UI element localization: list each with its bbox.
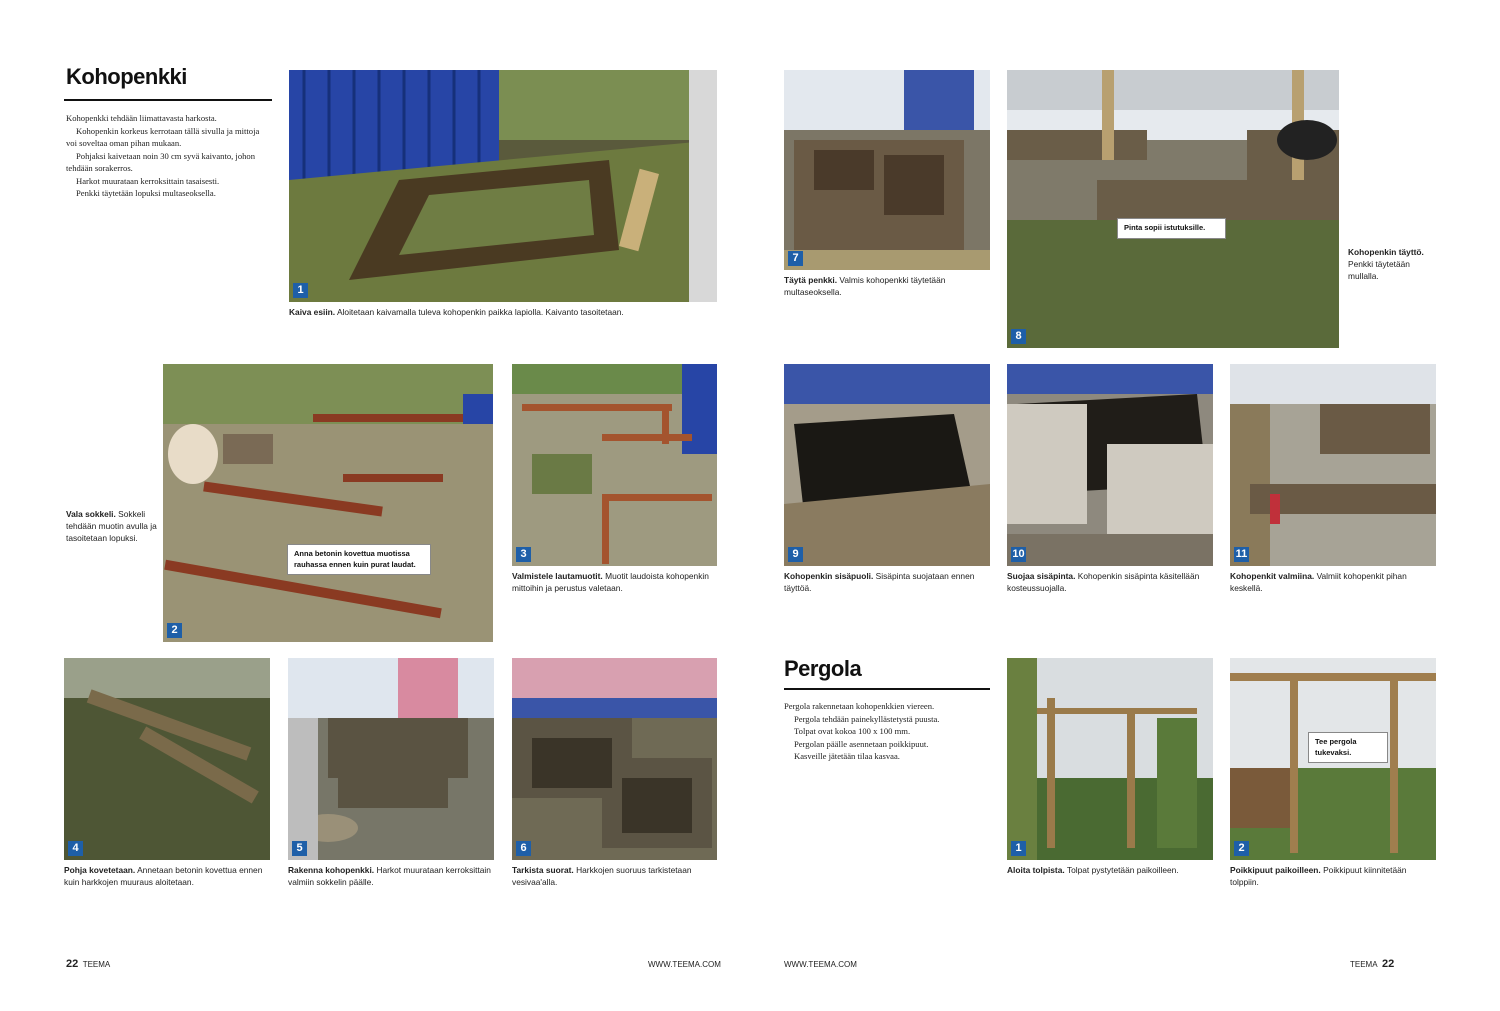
caption-11: Kohopenkit valmiina. Valmiit kohopenkit pihan keskellä.: [1230, 571, 1407, 593]
intro-paragraph: Kohopenkki tehdään liimattavasta harkosta.: [66, 113, 217, 123]
intro-paragraph: Pohjaksi kaivetaan noin 30 cm syvä kaivanto, johon tehdään sorakerros.: [66, 150, 256, 173]
section-title-pergola: Pergola: [784, 656, 862, 681]
caption-9: Kohopenkin sisäpuoli. Sisäpinta suojataan ennen täyttöä.: [784, 571, 975, 593]
photo-foundation-forms: [512, 364, 717, 566]
footer-right: TEEMA 22: [1350, 958, 1395, 970]
page-title-kohopenkki: Kohopenkki: [66, 64, 187, 89]
photo-bed-edges: [1007, 70, 1339, 348]
footer-left-url: WWW.TEEMA.COM: [648, 960, 721, 969]
photo-number-badge: 7: [788, 251, 803, 266]
photo-number-badge: 11: [1235, 548, 1248, 560]
caption-pergola-1: Aloita tolpista. Tolpat pystytetään paikoilleen.: [1007, 865, 1179, 875]
callout-bed-edges: Pinta sopii istutuksille.: [1117, 218, 1226, 239]
caption-1: Kaiva esiin. Aloitetaan kaivamalla tuleva kohopenkin paikka lapiolla. Kaivanto tasoitetaan.: [289, 307, 624, 317]
title-rule: [784, 688, 990, 690]
intro-paragraph: Tolpat ovat kokoa 100 x 100 mm.: [794, 726, 911, 736]
photo-number-badge: 2: [1234, 841, 1249, 856]
intro-paragraph: Kohopenkin korkeus kerrotaan tällä sivulla ja mittoja voi soveltaa oman pihan mukaan.: [66, 125, 260, 148]
photo-pergola-posts: [1007, 658, 1213, 860]
pergola-intro-text: [784, 700, 984, 763]
footer-left: 22 TEEMA: [66, 958, 111, 970]
caption-10: Suojaa sisäpinta. Kohopenkin sisäpinta käsitellään kosteussuojalla.: [1007, 571, 1200, 593]
caption-3: Valmistele lautamuotit. Muotit laudoista kohopenkin mittoihin ja perustus valetaan.: [512, 571, 709, 593]
photo-bed-inside: [784, 364, 990, 566]
intro-paragraph: Pergola tehdään painekyllästetystä puusta.: [794, 713, 940, 724]
photo-number-badge: 1: [293, 283, 308, 298]
photo-curing: [64, 658, 270, 860]
photo-pergola-beams: [1230, 658, 1436, 860]
caption-7: Täytä penkki. Valmis kohopenkki täytetään multaseoksella.: [784, 275, 946, 297]
intro-paragraph: Penkki täytetään lopuksi multaseoksella.: [76, 188, 216, 198]
photo-number-badge: 8: [1011, 329, 1026, 344]
callout-pergola: Tee pergola tukevaksi.: [1308, 732, 1388, 763]
photo-number-badge: 10: [1012, 548, 1025, 560]
intro-text: [66, 112, 266, 200]
intro-paragraph: Pergolan päälle asennetaan poikkipuut.: [794, 738, 929, 749]
photo-number-badge: 3: [516, 547, 531, 562]
photo-building-walls: [288, 658, 494, 860]
callout-formwork: Anna betonin kovettua muotissa rauhassa ennen kuin purat laudat.: [287, 544, 431, 575]
photo-finished-beds: [1230, 364, 1436, 566]
intro-paragraph: Harkot muurataan kerroksittain tasaisesti.: [76, 175, 220, 186]
side-note-left: Vala sokkeli. Sokkeli tehdään muotin avulla ja tasoitetaan lopuksi.: [66, 509, 157, 543]
caption-5: Rakenna kohopenkki. Harkot muurataan kerroksittain valmiin sokkelin päälle.: [288, 865, 491, 887]
photo-filled-bed: [784, 70, 990, 270]
photo-number-badge: 2: [167, 623, 182, 638]
photo-formwork: [163, 364, 493, 642]
photo-excavation: [289, 70, 717, 302]
photo-number-badge: 6: [516, 841, 531, 856]
caption-6: Tarkista suorat. Harkkojen suoruus tarkistetaan vesivaa'alla.: [512, 865, 692, 887]
photo-level-check: [512, 658, 717, 860]
intro-paragraph: Pergola rakennetaan kohopenkkien viereen.: [784, 701, 935, 711]
intro-paragraph: Kasveille jätetään tilaa kasvaa.: [794, 751, 900, 761]
caption-pergola-2: Poikkipuut paikoilleen. Poikkipuut kiinnitetään tolppiin.: [1230, 865, 1407, 887]
photo-protect-surface: [1007, 364, 1213, 566]
side-note-right: Kohopenkin täyttö. Penkki täytetään mullalla.: [1348, 247, 1424, 281]
photo-number-badge: 4: [68, 841, 83, 856]
title-rule: [64, 99, 272, 101]
photo-number-badge: 1: [1011, 841, 1026, 856]
photo-number-badge: 9: [788, 547, 803, 562]
photo-number-badge: 5: [292, 841, 307, 856]
footer-right-url: WWW.TEEMA.COM: [784, 960, 857, 969]
caption-4: Pohja kovetetaan. Annetaan betonin kovettua ennen kuin harkkojen muuraus aloitetaan.: [64, 865, 263, 887]
